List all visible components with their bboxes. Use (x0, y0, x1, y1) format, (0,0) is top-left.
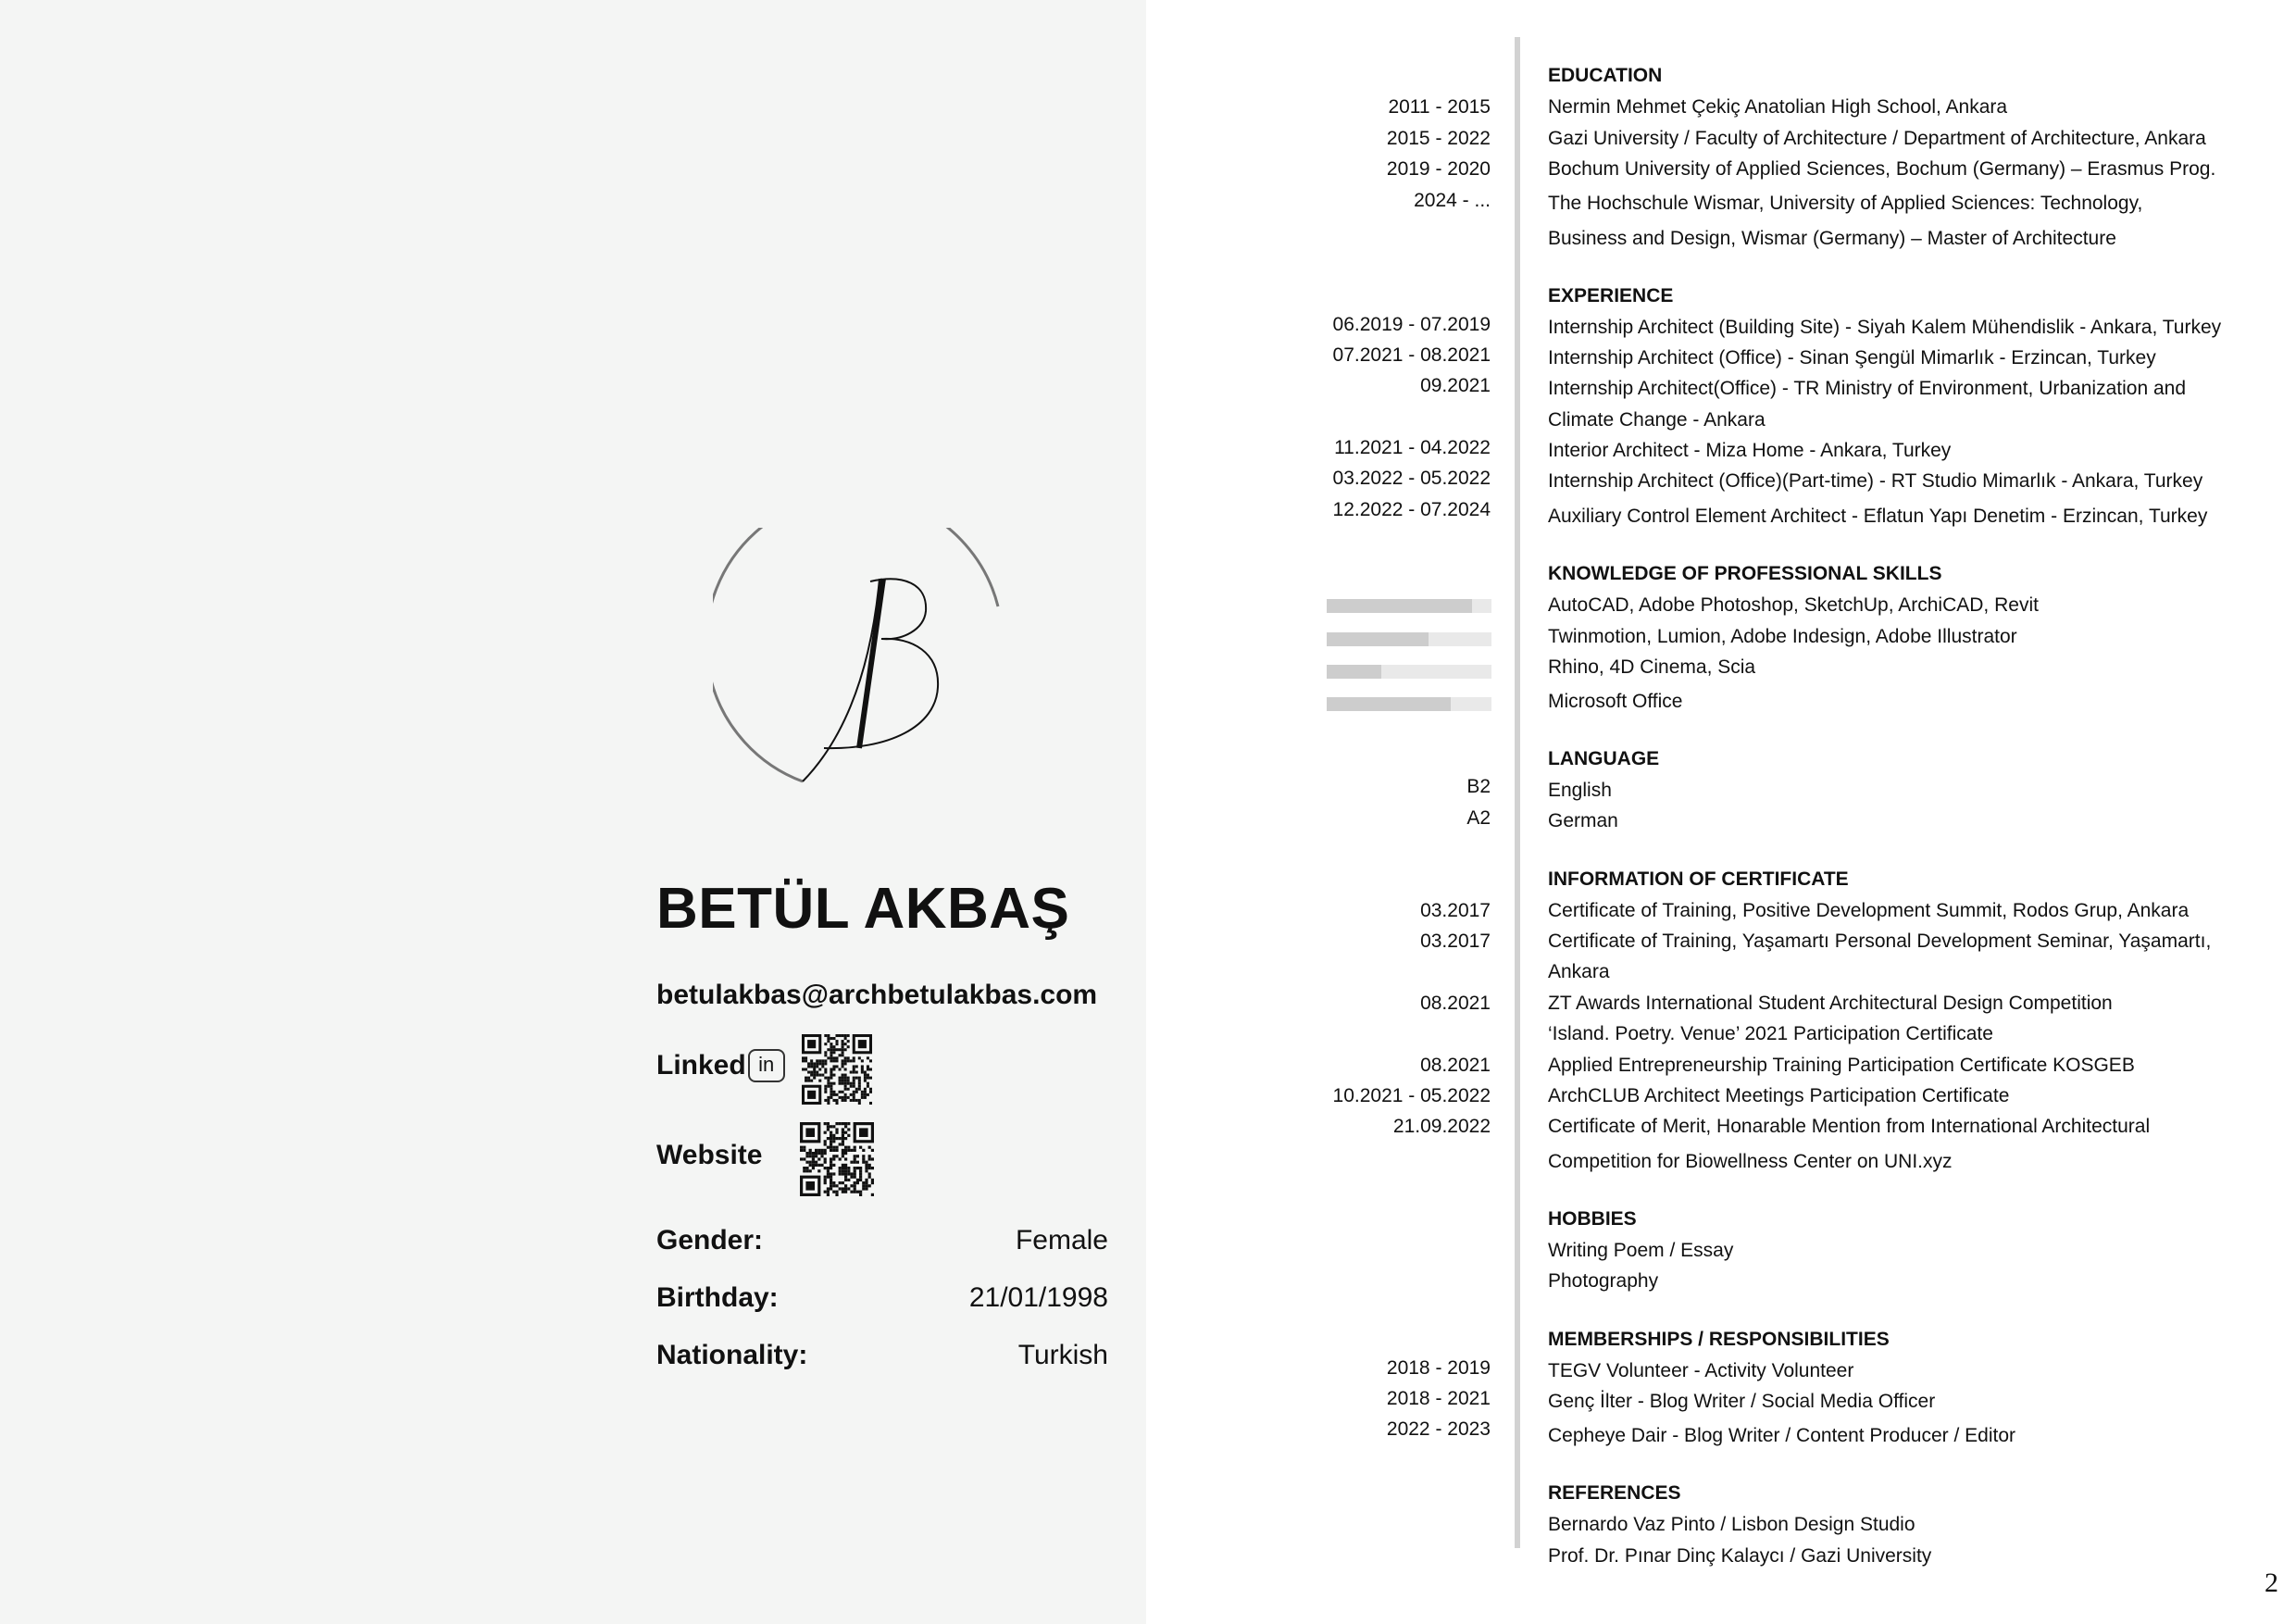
experience-date: 07.2021 - 08.2021 (1332, 344, 1491, 366)
membership-date: 2018 - 2019 (1386, 1357, 1491, 1379)
certificate-item-cont: Competition for Biowellness Center on UNI.xyz (1548, 1151, 1953, 1172)
skill-level-bar (1327, 632, 1491, 646)
email-link[interactable]: betulakbas@archbetulakbas.com (656, 980, 1098, 1010)
certificate-item-cont: Ankara (1548, 961, 1610, 982)
education-date: 2024 - ... (1414, 190, 1491, 211)
certificate-item: ArchCLUB Architect Meetings Participation Certificate (1548, 1085, 2010, 1106)
education-heading: EDUCATION (1548, 65, 1663, 86)
membership-item: Genç İlter - Blog Writer / Social Media Officer (1548, 1391, 1936, 1412)
language-item: German (1548, 810, 1618, 831)
page-number: 2 (2265, 1568, 2278, 1598)
experience-item: Interior Architect - Miza Home - Ankara, Turkey (1548, 440, 1952, 461)
skill-level-fill (1327, 632, 1429, 646)
linkedin-qr-code[interactable] (802, 1034, 872, 1105)
left-panel (0, 0, 1146, 1624)
education-item: Bochum University of Applied Sciences, Bochum (Germany) – Erasmus Prog. (1548, 158, 2216, 180)
experience-item: Internship Architect (Office)(Part-time) - RT Studio Mimarlık - Ankara, Turkey (1548, 470, 2203, 492)
education-item: Nermin Mehmet Çekiç Anatolian High School, Ankara (1548, 96, 2008, 118)
hobby-item: Writing Poem / Essay (1548, 1240, 1734, 1261)
experience-date: 09.2021 (1420, 375, 1491, 396)
language-item: English (1548, 780, 1612, 801)
skills-heading: KNOWLEDGE OF PROFESSIONAL SKILLS (1548, 563, 1942, 584)
hobby-item: Photography (1548, 1270, 1659, 1292)
birthday-value: 21/01/1998 (968, 1282, 1108, 1313)
nationality-value: Turkish (1017, 1340, 1108, 1370)
skill-level-fill (1327, 599, 1472, 613)
references-heading: REFERENCES (1548, 1482, 1681, 1504)
reference-item: Bernardo Vaz Pinto / Lisbon Design Studio (1548, 1514, 1915, 1535)
experience-item-cont: Climate Change - Ankara (1548, 409, 1766, 431)
education-date: 2015 - 2022 (1386, 128, 1491, 149)
experience-date: 11.2021 - 04.2022 (1334, 437, 1491, 458)
website-qr-code[interactable] (800, 1122, 874, 1196)
education-item: The Hochschule Wismar, University of Applied Sciences: Technology, (1548, 193, 2143, 214)
education-item-cont: Business and Design, Wismar (Germany) – Master of Architecture (1548, 228, 2116, 249)
skill-item: AutoCAD, Adobe Photoshop, SketchUp, ArchiCAD, Revit (1548, 594, 2039, 616)
education-date: 2011 - 2015 (1388, 96, 1491, 118)
education-item: Gazi University / Faculty of Architecture / Department of Architecture, Ankara (1548, 128, 2206, 149)
skill-level-bar (1327, 697, 1491, 711)
skill-item: Microsoft Office (1548, 691, 1683, 712)
experience-date: 12.2022 - 07.2024 (1332, 499, 1491, 520)
experience-item: Auxiliary Control Element Architect - Eflatun Yapı Denetim - Erzincan, Turkey (1548, 506, 2208, 527)
linkedin-label: Linked (656, 1050, 746, 1081)
monogram-logo (713, 528, 1009, 796)
certificate-date: 03.2017 (1420, 900, 1491, 921)
certificate-item: Applied Entrepreneurship Training Participation Certificate KOSGEB (1548, 1055, 2135, 1076)
language-level: A2 (1466, 807, 1491, 829)
experience-item: Internship Architect (Office) - Sinan Şengül Mimarlık - Erzincan, Turkey (1548, 347, 2156, 369)
certificate-item: ZT Awards International Student Architectural Design Competition (1548, 993, 2113, 1014)
experience-date: 06.2019 - 07.2019 (1332, 314, 1491, 335)
certificate-item: Certificate of Training, Positive Development Summit, Rodos Grup, Ankara (1548, 900, 2190, 921)
language-heading: LANGUAGE (1548, 748, 1660, 769)
certificate-item: Certificate of Training, Yaşamartı Personal Development Seminar, Yaşamartı, (1548, 931, 2212, 952)
nationality-row (656, 1340, 1108, 1371)
linkedin-icon: in (748, 1049, 785, 1082)
membership-item: Cepheye Dair - Blog Writer / Content Producer / Editor (1548, 1425, 2015, 1446)
nationality-label: Nationality: (656, 1340, 808, 1370)
membership-date: 2018 - 2021 (1386, 1388, 1491, 1409)
education-date: 2019 - 2020 (1386, 158, 1491, 180)
skill-level-bar (1327, 665, 1491, 679)
skill-item: Rhino, 4D Cinema, Scia (1548, 656, 1756, 678)
certificates-heading: INFORMATION OF CERTIFICATE (1548, 868, 1849, 890)
certificate-date: 08.2021 (1420, 993, 1491, 1014)
hobbies-heading: HOBBIES (1548, 1208, 1637, 1230)
experience-heading: EXPERIENCE (1548, 285, 1674, 306)
certificate-date: 08.2021 (1420, 1055, 1491, 1076)
birthday-row (656, 1282, 1108, 1314)
gender-value: Female (1015, 1225, 1108, 1255)
gender-row (656, 1225, 1108, 1256)
linkedin-link[interactable] (656, 1049, 785, 1082)
membership-date: 2022 - 2023 (1386, 1418, 1491, 1440)
certificate-item: Certificate of Merit, Honarable Mention from International Architectural (1548, 1116, 2151, 1137)
website-link[interactable]: Website (656, 1140, 763, 1170)
certificate-date: 10.2021 - 05.2022 (1332, 1085, 1491, 1106)
skill-item: Twinmotion, Lumion, Adobe Indesign, Adobe Illustrator (1548, 626, 2017, 647)
experience-item: Internship Architect(Office) - TR Ministry of Environment, Urbanization and (1548, 378, 2187, 399)
certificate-item-cont: ‘Island. Poetry. Venue’ 2021 Participation Certificate (1548, 1023, 1993, 1044)
membership-item: TEGV Volunteer - Activity Volunteer (1548, 1360, 1854, 1381)
experience-item: Internship Architect (Building Site) - Siyah Kalem Mühendislik - Ankara, Turkey (1548, 317, 2222, 338)
skill-level-fill (1327, 665, 1381, 679)
language-level: B2 (1466, 776, 1491, 797)
experience-date: 03.2022 - 05.2022 (1332, 468, 1491, 489)
certificate-date: 21.09.2022 (1392, 1116, 1491, 1137)
skill-level-fill (1327, 697, 1451, 711)
skill-level-bar (1327, 599, 1491, 613)
candidate-name: BETÜL AKBAŞ (656, 877, 1070, 941)
reference-item: Prof. Dr. Pınar Dinç Kalaycı / Gazi University (1548, 1545, 1932, 1567)
birthday-label: Birthday: (656, 1282, 779, 1313)
gender-label: Gender: (656, 1225, 764, 1255)
memberships-heading: MEMBERSHIPS / RESPONSIBILITIES (1548, 1329, 1890, 1350)
timeline-divider (1515, 37, 1520, 1548)
certificate-date: 03.2017 (1420, 931, 1491, 952)
